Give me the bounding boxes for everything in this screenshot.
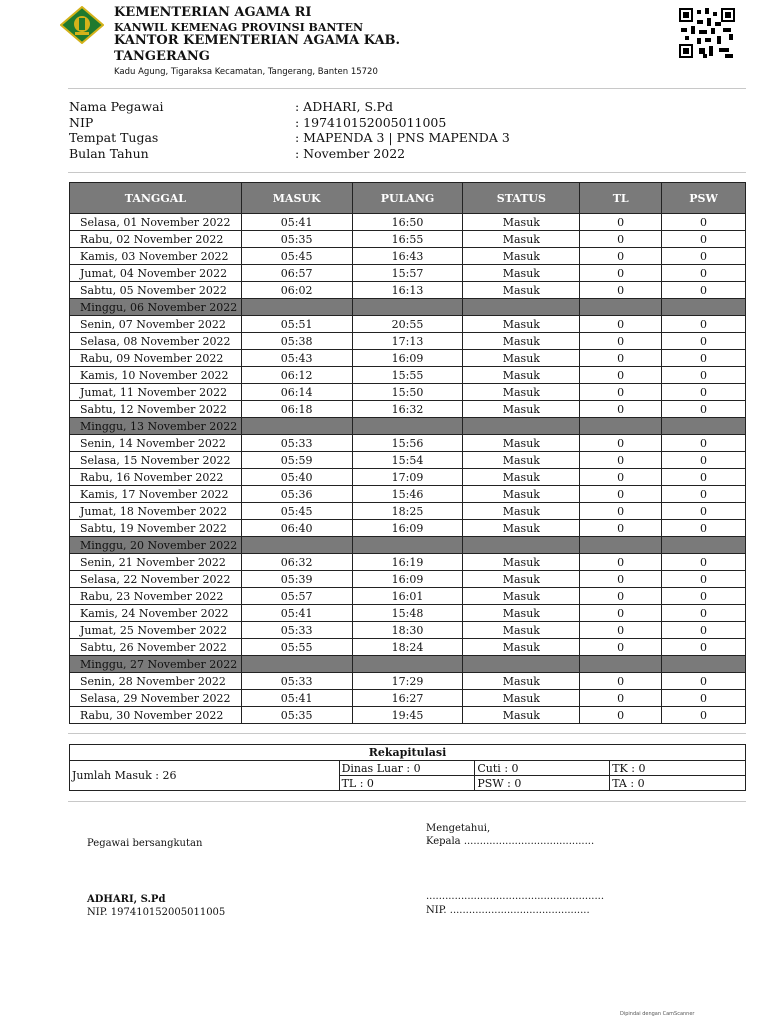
table-row xyxy=(70,452,746,469)
cell-tl: 0 xyxy=(580,214,662,231)
cell-masuk: 05:33 xyxy=(241,622,352,639)
cell-masuk: 05:41 xyxy=(241,605,352,622)
cell-status: Masuk xyxy=(463,469,580,486)
cell-status: Masuk xyxy=(463,605,580,622)
cell-tl: 0 xyxy=(580,673,662,690)
col-tanggal: TANGGAL xyxy=(70,183,242,214)
cell-tl: 0 xyxy=(580,571,662,588)
cell-status: Masuk xyxy=(463,503,580,520)
cell-pulang: 16:09 xyxy=(352,571,463,588)
cell-tanggal: Sabtu, 12 November 2022 xyxy=(70,401,242,418)
cell-status: Masuk xyxy=(463,282,580,299)
table-row xyxy=(70,265,746,282)
table-row xyxy=(70,333,746,350)
table-row xyxy=(70,707,746,724)
cell-tl: 0 xyxy=(580,435,662,452)
cell-masuk: 05:33 xyxy=(241,435,352,452)
sig-right-label: Mengetahui, xyxy=(426,823,491,834)
cell-tl: 0 xyxy=(580,503,662,520)
cell-masuk: 05:43 xyxy=(241,350,352,367)
cell-pulang: 16:50 xyxy=(352,214,463,231)
table-row xyxy=(70,639,746,656)
divider-top xyxy=(68,88,746,89)
cell-tl: 0 xyxy=(580,384,662,401)
table-row xyxy=(70,554,746,571)
cell-masuk xyxy=(241,299,352,316)
table-row xyxy=(70,605,746,622)
cell-status: Masuk xyxy=(463,214,580,231)
cell-status: Masuk xyxy=(463,231,580,248)
cell-tanggal: Sabtu, 26 November 2022 xyxy=(70,639,242,656)
cell-psw: 0 xyxy=(662,588,746,605)
cell-status: Masuk xyxy=(463,384,580,401)
cell-pulang xyxy=(352,537,463,554)
cell-pulang: 18:25 xyxy=(352,503,463,520)
cell-pulang: 17:29 xyxy=(352,673,463,690)
cell-tanggal: Senin, 14 November 2022 xyxy=(70,435,242,452)
table-row xyxy=(70,520,746,537)
cell-tl xyxy=(580,418,662,435)
cell-pulang: 16:27 xyxy=(352,690,463,707)
cell-masuk: 06:12 xyxy=(241,367,352,384)
cell-tanggal: Selasa, 29 November 2022 xyxy=(70,690,242,707)
cell-tl: 0 xyxy=(580,452,662,469)
cell-tanggal: Minggu, 20 November 2022 xyxy=(70,537,242,554)
cell-psw: 0 xyxy=(662,350,746,367)
cell-psw: 0 xyxy=(662,469,746,486)
cell-psw: 0 xyxy=(662,690,746,707)
cell-tanggal: Jumat, 25 November 2022 xyxy=(70,622,242,639)
cell-pulang: 15:50 xyxy=(352,384,463,401)
cell-masuk: 05:35 xyxy=(241,231,352,248)
cell-pulang: 15:54 xyxy=(352,452,463,469)
divider-info xyxy=(68,172,746,173)
cell-pulang: 18:30 xyxy=(352,622,463,639)
cell-tl: 0 xyxy=(580,588,662,605)
cell-psw: 0 xyxy=(662,571,746,588)
bulan-label: Bulan Tahun xyxy=(69,145,149,161)
cell-tl: 0 xyxy=(580,333,662,350)
cell-tl xyxy=(580,299,662,316)
rekap-tl: TL : 0 xyxy=(339,776,475,791)
cell-status: Masuk xyxy=(463,639,580,656)
rekap-tk: TK : 0 xyxy=(610,761,746,776)
divider-rekap xyxy=(68,801,746,802)
cell-psw: 0 xyxy=(662,265,746,282)
cell-masuk: 05:38 xyxy=(241,333,352,350)
cell-pulang: 16:32 xyxy=(352,401,463,418)
org-name: KEMENTERIAN AGAMA RI xyxy=(114,5,312,20)
cell-psw xyxy=(662,418,746,435)
table-header-row xyxy=(70,183,746,214)
cell-psw: 0 xyxy=(662,520,746,537)
cell-masuk: 06:18 xyxy=(241,401,352,418)
cell-tl: 0 xyxy=(580,265,662,282)
cell-masuk: 05:39 xyxy=(241,571,352,588)
cell-status: Masuk xyxy=(463,316,580,333)
cell-pulang: 15:55 xyxy=(352,367,463,384)
sig-left-nip: NIP. 197410152005011005 xyxy=(87,907,226,918)
cell-psw: 0 xyxy=(662,384,746,401)
cell-masuk: 05:36 xyxy=(241,486,352,503)
cell-psw xyxy=(662,299,746,316)
cell-tl: 0 xyxy=(580,316,662,333)
cell-tanggal: Selasa, 08 November 2022 xyxy=(70,333,242,350)
cell-tanggal: Minggu, 06 November 2022 xyxy=(70,299,242,316)
col-psw: PSW xyxy=(662,183,746,214)
cell-pulang xyxy=(352,656,463,673)
cell-tanggal: Selasa, 01 November 2022 xyxy=(70,214,242,231)
table-row-sunday xyxy=(70,656,746,673)
cell-psw: 0 xyxy=(662,435,746,452)
cell-masuk: 05:33 xyxy=(241,673,352,690)
cell-masuk xyxy=(241,656,352,673)
cell-tl: 0 xyxy=(580,248,662,265)
cell-masuk: 05:59 xyxy=(241,452,352,469)
cell-masuk: 06:40 xyxy=(241,520,352,537)
table-row xyxy=(70,571,746,588)
cell-status: Masuk xyxy=(463,571,580,588)
cell-masuk: 06:14 xyxy=(241,384,352,401)
cell-psw: 0 xyxy=(662,554,746,571)
cell-tl: 0 xyxy=(580,231,662,248)
cell-psw: 0 xyxy=(662,622,746,639)
table-row xyxy=(70,350,746,367)
cell-psw xyxy=(662,537,746,554)
cell-tanggal: Rabu, 09 November 2022 xyxy=(70,350,242,367)
sig-right-line: ........................................................ xyxy=(426,891,605,902)
org-address: Kadu Agung, Tigaraksa Kecamatan, Tangerang, Banten 15720 xyxy=(114,67,378,77)
cell-masuk: 05:45 xyxy=(241,503,352,520)
cell-tanggal: Kamis, 10 November 2022 xyxy=(70,367,242,384)
table-row xyxy=(70,588,746,605)
cell-status: Masuk xyxy=(463,673,580,690)
cell-tanggal: Senin, 07 November 2022 xyxy=(70,316,242,333)
cell-tanggal: Selasa, 15 November 2022 xyxy=(70,452,242,469)
table-row xyxy=(70,622,746,639)
cell-psw xyxy=(662,656,746,673)
cell-psw: 0 xyxy=(662,605,746,622)
cell-tanggal: Jumat, 11 November 2022 xyxy=(70,384,242,401)
cell-pulang: 16:13 xyxy=(352,282,463,299)
employee-info xyxy=(69,99,510,161)
cell-pulang: 18:24 xyxy=(352,639,463,656)
cell-status: Masuk xyxy=(463,435,580,452)
org-kanwil: KANWIL KEMENAG PROVINSI BANTEN xyxy=(114,21,364,34)
cell-pulang: 16:09 xyxy=(352,520,463,537)
cell-masuk: 05:40 xyxy=(241,469,352,486)
cell-psw: 0 xyxy=(662,214,746,231)
cell-masuk: 06:57 xyxy=(241,265,352,282)
cell-status: Masuk xyxy=(463,265,580,282)
cell-tl: 0 xyxy=(580,605,662,622)
cell-psw: 0 xyxy=(662,452,746,469)
cell-tl xyxy=(580,537,662,554)
rekap-title: Rekapitulasi xyxy=(70,745,746,761)
table-row xyxy=(70,367,746,384)
cell-tl xyxy=(580,656,662,673)
cell-status xyxy=(463,299,580,316)
cell-status: Masuk xyxy=(463,248,580,265)
table-row xyxy=(70,316,746,333)
divider-table xyxy=(68,733,746,734)
cell-pulang: 15:48 xyxy=(352,605,463,622)
nama-value: : ADHARI, S.Pd xyxy=(295,99,393,114)
cell-psw: 0 xyxy=(662,639,746,656)
cell-status xyxy=(463,418,580,435)
nip-label: NIP xyxy=(69,114,94,130)
rekap-cuti: Cuti : 0 xyxy=(475,761,610,776)
cell-psw: 0 xyxy=(662,503,746,520)
kemenag-logo xyxy=(60,6,104,44)
cell-masuk: 05:51 xyxy=(241,316,352,333)
org-kantor: KANTOR KEMENTERIAN AGAMA KAB. TANGERANG xyxy=(114,33,401,64)
table-row-sunday xyxy=(70,537,746,554)
table-row-sunday xyxy=(70,418,746,435)
cell-status: Masuk xyxy=(463,452,580,469)
cell-status xyxy=(463,537,580,554)
cell-pulang xyxy=(352,418,463,435)
nip-value: : 197410152005011005 xyxy=(295,114,447,130)
cell-psw: 0 xyxy=(662,707,746,724)
table-row xyxy=(70,214,746,231)
cell-tl: 0 xyxy=(580,282,662,299)
cell-masuk: 05:41 xyxy=(241,690,352,707)
cell-masuk xyxy=(241,418,352,435)
cell-tanggal: Sabtu, 19 November 2022 xyxy=(70,520,242,537)
table-row xyxy=(70,384,746,401)
cell-status: Masuk xyxy=(463,401,580,418)
cell-tl: 0 xyxy=(580,554,662,571)
cell-tanggal: Rabu, 30 November 2022 xyxy=(70,707,242,724)
cell-pulang: 15:56 xyxy=(352,435,463,452)
cell-status: Masuk xyxy=(463,690,580,707)
cell-psw: 0 xyxy=(662,401,746,418)
bulan-value: : November 2022 xyxy=(295,145,406,161)
sig-left-name: ADHARI, S.Pd xyxy=(87,894,166,905)
cell-tanggal: Senin, 28 November 2022 xyxy=(70,673,242,690)
sig-right-nip: NIP. ............................................ xyxy=(426,905,590,916)
cell-tanggal: Sabtu, 05 November 2022 xyxy=(70,282,242,299)
cell-pulang: 16:01 xyxy=(352,588,463,605)
cell-psw: 0 xyxy=(662,282,746,299)
cell-tl: 0 xyxy=(580,622,662,639)
cell-pulang: 15:46 xyxy=(352,486,463,503)
cell-tanggal: Minggu, 27 November 2022 xyxy=(70,656,242,673)
table-row xyxy=(70,231,746,248)
cell-pulang: 16:19 xyxy=(352,554,463,571)
cell-tanggal: Jumat, 18 November 2022 xyxy=(70,503,242,520)
cell-tl: 0 xyxy=(580,350,662,367)
cell-tl: 0 xyxy=(580,486,662,503)
table-row xyxy=(70,435,746,452)
attendance-table xyxy=(69,182,746,724)
cell-psw: 0 xyxy=(662,486,746,503)
cell-tanggal: Rabu, 23 November 2022 xyxy=(70,588,242,605)
qr-code xyxy=(679,8,735,58)
cell-status: Masuk xyxy=(463,622,580,639)
cell-psw: 0 xyxy=(662,316,746,333)
cell-masuk xyxy=(241,537,352,554)
col-pulang: PULANG xyxy=(352,183,463,214)
cell-masuk: 05:41 xyxy=(241,214,352,231)
cell-tanggal: Kamis, 17 November 2022 xyxy=(70,486,242,503)
cell-tanggal: Jumat, 04 November 2022 xyxy=(70,265,242,282)
cell-tl: 0 xyxy=(580,639,662,656)
cell-status: Masuk xyxy=(463,554,580,571)
cell-status: Masuk xyxy=(463,486,580,503)
cell-pulang: 17:13 xyxy=(352,333,463,350)
cell-status: Masuk xyxy=(463,588,580,605)
sig-right-kepala: Kepala ......................................... xyxy=(426,836,595,847)
tugas-value: : MAPENDA 3 | PNS MAPENDA 3 xyxy=(295,130,510,145)
cell-tl: 0 xyxy=(580,401,662,418)
cell-masuk: 05:55 xyxy=(241,639,352,656)
table-row xyxy=(70,503,746,520)
cell-psw: 0 xyxy=(662,367,746,384)
rekap-table xyxy=(69,744,746,791)
cell-tl: 0 xyxy=(580,469,662,486)
cell-masuk: 05:45 xyxy=(241,248,352,265)
cell-pulang: 16:55 xyxy=(352,231,463,248)
cell-masuk: 05:35 xyxy=(241,707,352,724)
cell-pulang: 19:45 xyxy=(352,707,463,724)
table-row xyxy=(70,690,746,707)
cell-pulang: 17:09 xyxy=(352,469,463,486)
rekap-dinas-luar: Dinas Luar : 0 xyxy=(339,761,475,776)
cell-pulang: 20:55 xyxy=(352,316,463,333)
nama-label: Nama Pegawai xyxy=(69,99,164,114)
rekap-ta: TA : 0 xyxy=(610,776,746,791)
cell-psw: 0 xyxy=(662,333,746,350)
col-status: STATUS xyxy=(463,183,580,214)
cell-status: Masuk xyxy=(463,367,580,384)
cell-status xyxy=(463,656,580,673)
table-row xyxy=(70,469,746,486)
table-row xyxy=(70,401,746,418)
cell-tl: 0 xyxy=(580,707,662,724)
cell-status: Masuk xyxy=(463,333,580,350)
col-tl: TL xyxy=(580,183,662,214)
rekap-psw: PSW : 0 xyxy=(475,776,610,791)
scanner-watermark: Dipindai dengan CamScanner xyxy=(620,1011,695,1017)
table-row xyxy=(70,282,746,299)
cell-status: Masuk xyxy=(463,350,580,367)
cell-psw: 0 xyxy=(662,231,746,248)
cell-masuk: 06:02 xyxy=(241,282,352,299)
cell-tl: 0 xyxy=(580,690,662,707)
cell-tl: 0 xyxy=(580,367,662,384)
cell-pulang: 15:57 xyxy=(352,265,463,282)
cell-masuk: 06:32 xyxy=(241,554,352,571)
cell-tanggal: Kamis, 03 November 2022 xyxy=(70,248,242,265)
rekap-jumlah: Jumlah Masuk : 26 xyxy=(70,761,340,791)
cell-status: Masuk xyxy=(463,520,580,537)
table-row xyxy=(70,486,746,503)
cell-tanggal: Senin, 21 November 2022 xyxy=(70,554,242,571)
cell-tanggal: Selasa, 22 November 2022 xyxy=(70,571,242,588)
tugas-label: Tempat Tugas xyxy=(69,130,159,145)
table-row xyxy=(70,248,746,265)
cell-pulang: 16:09 xyxy=(352,350,463,367)
cell-masuk: 05:57 xyxy=(241,588,352,605)
cell-tanggal: Minggu, 13 November 2022 xyxy=(70,418,242,435)
table-row xyxy=(70,673,746,690)
sig-left-label: Pegawai bersangkutan xyxy=(87,838,203,849)
cell-tanggal: Rabu, 16 November 2022 xyxy=(70,469,242,486)
col-masuk: MASUK xyxy=(241,183,352,214)
cell-tanggal: Kamis, 24 November 2022 xyxy=(70,605,242,622)
cell-psw: 0 xyxy=(662,248,746,265)
cell-pulang xyxy=(352,299,463,316)
cell-tl: 0 xyxy=(580,520,662,537)
cell-psw: 0 xyxy=(662,673,746,690)
cell-status: Masuk xyxy=(463,707,580,724)
table-row-sunday xyxy=(70,299,746,316)
cell-tanggal: Rabu, 02 November 2022 xyxy=(70,231,242,248)
cell-pulang: 16:43 xyxy=(352,248,463,265)
